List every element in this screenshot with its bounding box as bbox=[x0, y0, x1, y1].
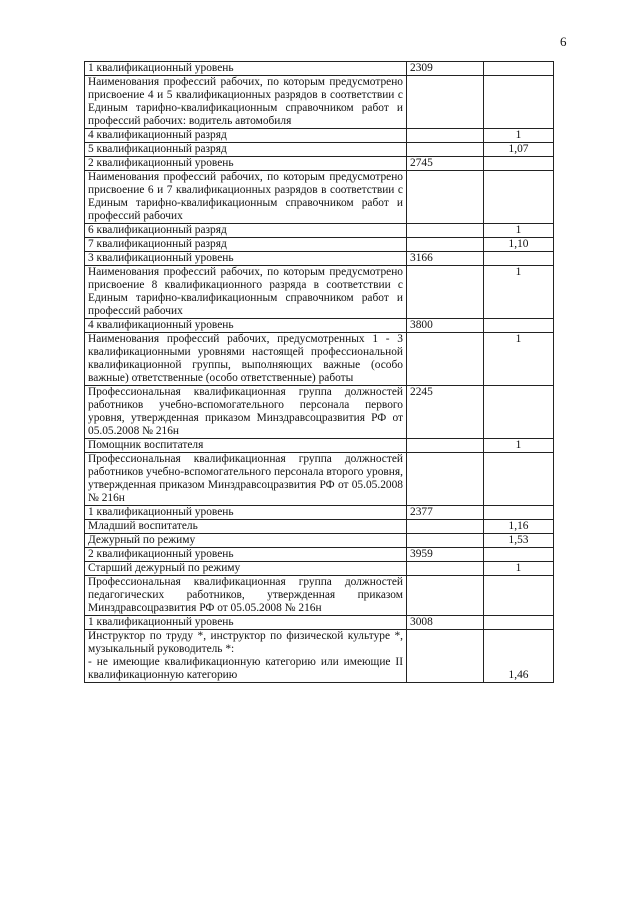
row-salary bbox=[407, 171, 484, 224]
row-name: Старший дежурный по режиму bbox=[88, 562, 241, 574]
row-name-cell bbox=[85, 616, 407, 630]
table-row bbox=[85, 266, 554, 319]
row-name: Наименования профессий рабочих, по которым предусмотрено присвоение 8 квалификационного разряда в соответствии с Единым тарифно-квалификационным справочником работ и профессий рабочих bbox=[88, 266, 403, 317]
row-name: 4 квалификационный уровень bbox=[88, 319, 234, 331]
row-name-cell bbox=[85, 238, 407, 252]
row-name: Младший воспитатель bbox=[88, 520, 198, 532]
row-coefficient: 1 bbox=[484, 129, 554, 143]
row-coefficient bbox=[484, 157, 554, 171]
row-salary bbox=[407, 630, 484, 683]
row-name-cell bbox=[85, 548, 407, 562]
row-salary bbox=[407, 266, 484, 319]
row-name-cell bbox=[85, 62, 407, 76]
row-salary bbox=[407, 129, 484, 143]
row-coefficient bbox=[484, 506, 554, 520]
row-coefficient: 1,53 bbox=[484, 534, 554, 548]
table-row bbox=[85, 506, 554, 520]
row-coefficient bbox=[484, 576, 554, 616]
table-row bbox=[85, 238, 554, 252]
row-name-cell bbox=[85, 630, 407, 683]
row-salary: 3959 bbox=[407, 548, 484, 562]
table-row bbox=[85, 129, 554, 143]
row-salary: 3008 bbox=[407, 616, 484, 630]
row-name-cell bbox=[85, 333, 407, 386]
table-row bbox=[85, 562, 554, 576]
row-name-cell bbox=[85, 129, 407, 143]
row-name: Наименования профессий рабочих, по которым предусмотрено присвоение 4 и 5 квалификационных разрядов в соответствии с Единым тарифно-квалификационным справочником работ и профессий рабочих: водитель автомобиля bbox=[88, 76, 403, 127]
row-name-cell bbox=[85, 319, 407, 333]
table-row bbox=[85, 319, 554, 333]
row-name: Наименования профессий рабочих, предусмотренных 1 - 3 квалификационными уровнями настоящей профессиональной квалификационной группы, выполняющих важные (особо важные) ответственные (особо ответственные) работы bbox=[88, 333, 403, 384]
row-name: 1 квалификационный уровень bbox=[88, 616, 234, 628]
row-coefficient bbox=[484, 171, 554, 224]
row-coefficient bbox=[484, 548, 554, 562]
row-name-cell bbox=[85, 157, 407, 171]
row-name-cell bbox=[85, 562, 407, 576]
table-row bbox=[85, 630, 554, 683]
row-name: 1 квалификационный уровень bbox=[88, 506, 234, 518]
row-salary: 3166 bbox=[407, 252, 484, 266]
row-name-cell bbox=[85, 520, 407, 534]
row-name: Профессиональная квалификационная группа должностей работников учебно-вспомогательного персонала второго уровня, утвержденная приказом Минздравсоцразвития РФ от 05.05.2008 № 216н bbox=[88, 453, 403, 504]
row-name-cell bbox=[85, 506, 407, 520]
row-name-cell bbox=[85, 439, 407, 453]
table-row bbox=[85, 386, 554, 439]
table-row bbox=[85, 576, 554, 616]
row-name: Профессиональная квалификационная группа должностей педагогических работников, утвержденная приказом Минздравсоцразвития РФ от 05.05.2008 № 216н bbox=[88, 576, 403, 614]
row-coefficient: 1,10 bbox=[484, 238, 554, 252]
row-name-cell bbox=[85, 171, 407, 224]
row-name: Профессиональная квалификационная группа должностей работников учебно-вспомогательного персонала первого уровня, утвержденная приказом Минздравсоцразвития РФ от 05.05.2008 № 216н bbox=[88, 386, 403, 437]
row-coefficient bbox=[484, 76, 554, 129]
row-name: 3 квалификационный уровень bbox=[88, 252, 234, 264]
row-name-cell bbox=[85, 534, 407, 548]
row-name-cell bbox=[85, 266, 407, 319]
row-coefficient: 1,46 bbox=[484, 630, 554, 683]
tariff-table-body bbox=[85, 62, 554, 683]
row-name: Дежурный по режиму bbox=[88, 534, 196, 546]
row-salary bbox=[407, 333, 484, 386]
row-salary bbox=[407, 143, 484, 157]
row-salary: 2309 bbox=[407, 62, 484, 76]
row-coefficient bbox=[484, 616, 554, 630]
row-salary bbox=[407, 534, 484, 548]
table-row bbox=[85, 62, 554, 76]
table-row bbox=[85, 157, 554, 171]
row-name: 5 квалификационный разряд bbox=[88, 143, 227, 155]
table-row bbox=[85, 616, 554, 630]
row-salary: 2377 bbox=[407, 506, 484, 520]
row-coefficient bbox=[484, 386, 554, 439]
row-coefficient: 1,07 bbox=[484, 143, 554, 157]
row-coefficient: 1 bbox=[484, 333, 554, 386]
row-salary bbox=[407, 439, 484, 453]
row-coefficient bbox=[484, 252, 554, 266]
row-coefficient: 1,16 bbox=[484, 520, 554, 534]
tariff-table bbox=[84, 61, 554, 683]
table-row bbox=[85, 171, 554, 224]
row-salary bbox=[407, 576, 484, 616]
table-row bbox=[85, 252, 554, 266]
row-name: Помощник воспитателя bbox=[88, 439, 204, 451]
table-row bbox=[85, 76, 554, 129]
row-coefficient: 1 bbox=[484, 224, 554, 238]
row-salary: 2245 bbox=[407, 386, 484, 439]
row-coefficient: 1 bbox=[484, 266, 554, 319]
row-name-continuation: - не имеющие квалификационную категорию или имеющие II квалификационную категорию bbox=[88, 656, 403, 681]
row-name-cell bbox=[85, 386, 407, 439]
row-coefficient bbox=[484, 319, 554, 333]
row-coefficient bbox=[484, 62, 554, 76]
row-name: 6 квалификационный разряд bbox=[88, 224, 227, 236]
row-name-cell bbox=[85, 576, 407, 616]
table-row bbox=[85, 548, 554, 562]
row-name: Инструктор по труду *, инструктор по физической культуре *, музыкальный руководитель *: bbox=[88, 630, 403, 655]
row-salary: 2745 bbox=[407, 157, 484, 171]
row-salary bbox=[407, 453, 484, 506]
table-row bbox=[85, 333, 554, 386]
table-row bbox=[85, 439, 554, 453]
row-name: 1 квалификационный уровень bbox=[88, 62, 234, 74]
row-name-cell bbox=[85, 252, 407, 266]
row-name: 2 квалификационный уровень bbox=[88, 548, 234, 560]
row-name-cell bbox=[85, 143, 407, 157]
row-salary bbox=[407, 76, 484, 129]
table-row bbox=[85, 534, 554, 548]
row-salary bbox=[407, 224, 484, 238]
table-row bbox=[85, 520, 554, 534]
row-name: 7 квалификационный разряд bbox=[88, 238, 227, 250]
row-name: Наименования профессий рабочих, по которым предусмотрено присвоение 6 и 7 квалификационных разрядов в соответствии с Единым тарифно-квалификационным справочником работ и профессий рабочих bbox=[88, 171, 403, 222]
row-name-cell bbox=[85, 224, 407, 238]
row-coefficient: 1 bbox=[484, 439, 554, 453]
row-name-cell bbox=[85, 76, 407, 129]
row-name-cell bbox=[85, 453, 407, 506]
table-row bbox=[85, 143, 554, 157]
row-name: 2 квалификационный уровень bbox=[88, 157, 234, 169]
row-salary: 3800 bbox=[407, 319, 484, 333]
row-salary bbox=[407, 520, 484, 534]
page-number: 6 bbox=[560, 34, 567, 49]
table-row bbox=[85, 224, 554, 238]
row-salary bbox=[407, 562, 484, 576]
row-salary bbox=[407, 238, 484, 252]
row-coefficient: 1 bbox=[484, 562, 554, 576]
row-name: 4 квалификационный разряд bbox=[88, 129, 227, 141]
table-row bbox=[85, 453, 554, 506]
row-coefficient bbox=[484, 453, 554, 506]
